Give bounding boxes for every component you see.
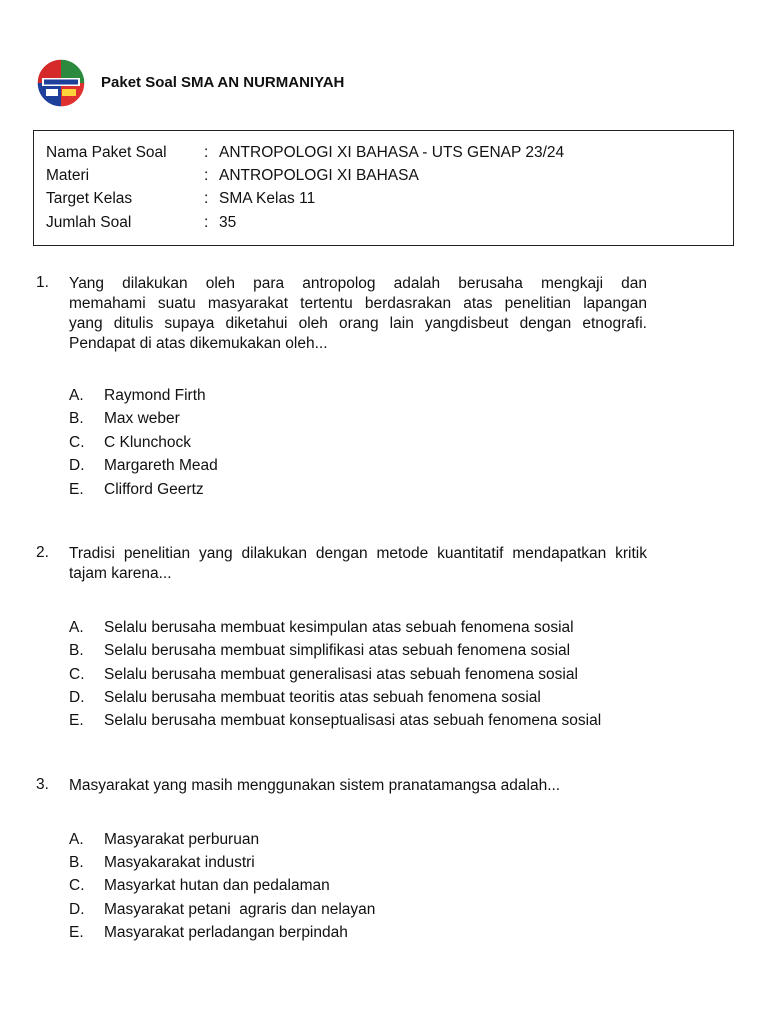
option-letter: A. [69,831,84,848]
question-text [69,544,647,584]
question-line: Tradisi penelitian yang dilakukan dengan metode kuantitatif mendapatkan kritik [69,545,647,562]
question-number: 2. [36,544,49,561]
package-info-box [33,130,734,246]
option-text: Masyarakat perburuan [104,831,260,848]
question-number: 3. [36,776,49,793]
question-text [69,274,647,354]
info-value: 35 [219,214,237,231]
info-value: SMA Kelas 11 [219,190,316,207]
option-letter: E. [69,924,84,941]
info-value: ANTROPOLOGI XI BAHASA - UTS GENAP 23/24 [219,144,565,161]
info-separator: : [204,144,209,161]
option-letter: B. [69,642,84,659]
option-letter: C. [69,877,85,894]
question-line: Masyarakat yang masih menggunakan sistem pranatamangsa adalah... [69,777,561,794]
info-row-package-name [46,143,726,165]
option-text: C Klunchock [104,434,192,451]
info-label: Target Kelas [46,190,133,207]
option-text: Masyarakat perladangan berpindah [104,924,348,941]
option-text: Max weber [104,410,180,427]
school-logo-icon [36,58,86,108]
option-letter: D. [69,457,85,474]
page-title: Paket Soal SMA AN NURMANIYAH [101,74,345,91]
info-separator: : [204,167,209,184]
option-letter: D. [69,689,85,706]
option-letter: A. [69,619,84,636]
option-text: Masyarkat hutan dan pedalaman [104,877,330,894]
info-row-material [46,166,726,188]
info-row-target-class [46,189,726,211]
option-letter: D. [69,901,85,918]
option-text: Clifford Geertz [104,481,204,498]
option-letter: E. [69,481,84,498]
option-text: Selalu berusaha membuat generalisasi atas sebuah fenomena sosial [104,666,578,683]
question-line: memahami suatu masyarakat tertentu berdasrakan atas penelitian lapangan [69,295,647,312]
option-letter: C. [69,434,85,451]
info-label: Jumlah Soal [46,214,132,231]
option-text: Selalu berusaha membuat kesimpulan atas sebuah fenomena sosial [104,619,574,636]
option-text: Selalu berusaha membuat simplifikasi atas sebuah fenomena sosial [104,642,571,659]
info-separator: : [204,214,209,231]
info-label: Materi [46,167,90,184]
option-letter: B. [69,410,84,427]
option-text: Raymond Firth [104,387,206,404]
option-letter: E. [69,712,84,729]
info-value: ANTROPOLOGI XI BAHASA [219,167,419,184]
option-letter: C. [69,666,85,683]
option-text: Selalu berusaha membuat konseptualisasi atas sebuah fenomena sosial [104,712,602,729]
option-text: Selalu berusaha membuat teoritis atas sebuah fenomena sosial [104,689,541,706]
option-letter: A. [69,387,84,404]
option-text: Margareth Mead [104,457,218,474]
question-line: Pendapat di atas dikemukakan oleh... [69,335,328,352]
info-row-question-count [46,213,726,235]
info-label: Nama Paket Soal [46,144,167,161]
question-number: 1. [36,274,49,291]
question-line: Yang dilakukan oleh para antropolog adalah berusaha mengkaji dan [69,275,647,292]
option-text: Masyakarakat industri [104,854,255,871]
question-line: yang ditulis supaya diketahui oleh orang lain yangdisbeut dengan etnografi. [69,315,647,332]
question-line: tajam karena... [69,565,172,582]
info-separator: : [204,190,209,207]
option-text: Masyarakat petani agraris dan nelayan [104,901,376,918]
page-header [36,58,736,108]
question-text [69,776,647,796]
option-letter: B. [69,854,84,871]
